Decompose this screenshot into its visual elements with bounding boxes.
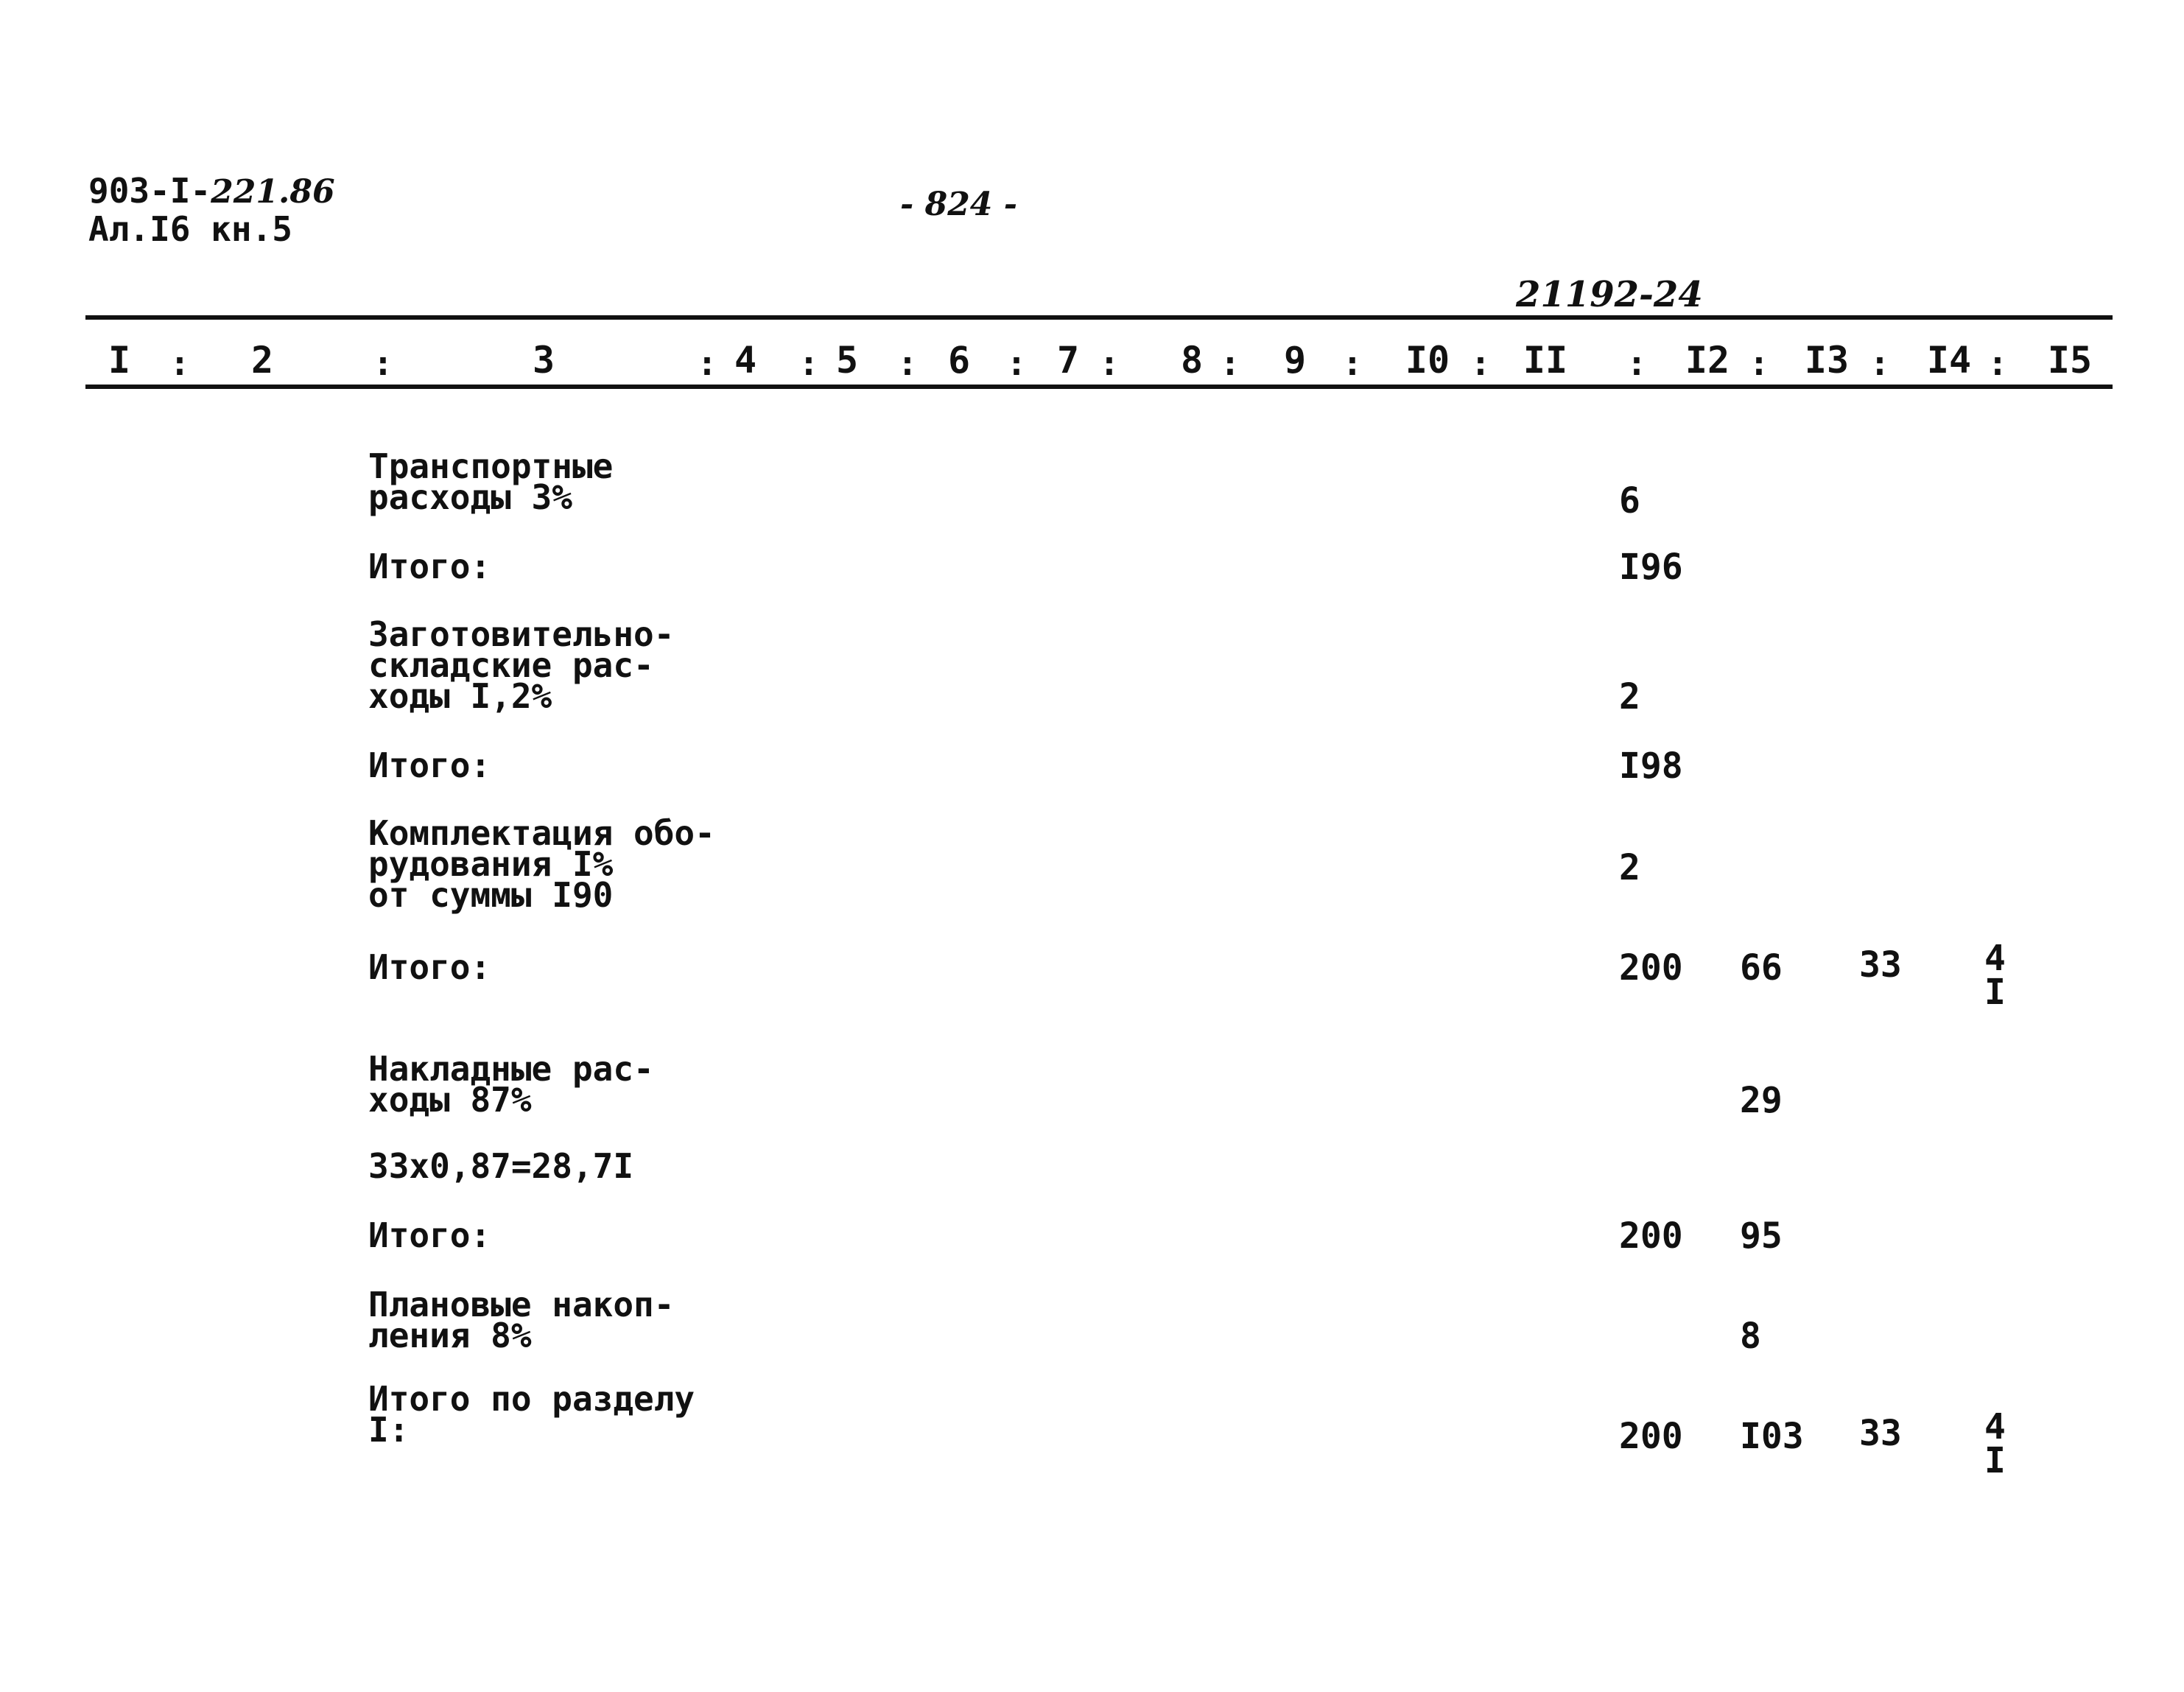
column-number: II: [1523, 339, 1568, 382]
column-separator: :: [1987, 343, 2008, 383]
cell-col12: 2: [1619, 847, 1640, 888]
column-separator: :: [373, 343, 393, 383]
column-number: I3: [1804, 339, 1850, 382]
column-number: 3: [532, 339, 555, 382]
column-number: 6: [947, 339, 971, 382]
cell-col13: 29: [1740, 1080, 1783, 1121]
cell-col15: 4 I: [1984, 1406, 2006, 1481]
cell-col12: I98: [1619, 745, 1683, 787]
page-number: - 824 -: [900, 186, 1018, 223]
row-label: Итого:: [368, 947, 491, 987]
cell-col13: 95: [1740, 1215, 1783, 1257]
column-number: I4: [1926, 339, 1972, 382]
column-separator: :: [798, 343, 819, 383]
row-label: Комплектация обо- рудования I% от суммы I90: [368, 813, 715, 915]
column-number: I0: [1405, 339, 1450, 382]
cell-col12: 200: [1619, 947, 1683, 989]
cell-col13: 66: [1740, 947, 1783, 989]
cell-col12: 200: [1619, 1416, 1683, 1457]
row-label: Накладные рас- ходы 87%: [368, 1049, 654, 1120]
cell-col13: 8: [1740, 1316, 1761, 1357]
row-label: Итого:: [368, 547, 491, 586]
row-label: Итого:: [368, 1215, 491, 1255]
column-separator: :: [1099, 343, 1120, 383]
document-stamp-number: 21192-24: [1516, 274, 1703, 315]
cell-col12: I96: [1619, 547, 1683, 588]
column-separator: :: [1006, 343, 1027, 383]
column-number: 7: [1056, 339, 1080, 382]
column-separator: :: [1342, 343, 1363, 383]
column-separator: :: [897, 343, 918, 383]
column-number: I5: [2047, 339, 2093, 382]
column-number: 9: [1283, 339, 1307, 382]
document-code: [88, 171, 335, 211]
row-label: Транспортные расходы 3%: [368, 446, 614, 517]
column-number: 8: [1180, 339, 1204, 382]
column-separator: :: [1626, 343, 1647, 383]
column-separator: :: [1470, 343, 1491, 383]
table-header-bottom-rule: [85, 385, 2113, 389]
cell-col12: 6: [1619, 480, 1640, 522]
cell-col12: 2: [1619, 676, 1640, 717]
cell-col14: 33: [1859, 944, 1902, 986]
cell-col14: 33: [1859, 1413, 1902, 1454]
row-label: Итого по разделу I:: [368, 1379, 695, 1450]
column-number: 4: [734, 339, 757, 382]
column-number: I: [108, 339, 131, 382]
document-code-printed: 903-I-: [88, 171, 211, 211]
column-separator: :: [169, 343, 190, 383]
column-number: 5: [835, 339, 859, 382]
cell-col12: 200: [1619, 1215, 1683, 1257]
cell-col15: 4 I: [1984, 938, 2006, 1013]
document-code-handwritten: 221.86: [211, 173, 335, 211]
column-number: 2: [250, 339, 274, 382]
row-label: 33x0,87=28,7I: [368, 1146, 634, 1186]
album-book-line: Ал.I6 кн.5: [88, 209, 292, 249]
column-separator: :: [1749, 343, 1769, 383]
cell-col13: I03: [1740, 1416, 1804, 1457]
column-separator: :: [1220, 343, 1240, 383]
table-header-top-rule: [85, 315, 2113, 320]
row-label: Заготовительно- складские рас- ходы I,2%: [368, 614, 675, 716]
column-separator: :: [1869, 343, 1890, 383]
row-label: Плановые накоп- ления 8%: [368, 1285, 675, 1355]
row-label: Итого:: [368, 745, 491, 785]
column-separator: :: [697, 343, 717, 383]
column-number: I2: [1685, 339, 1730, 382]
